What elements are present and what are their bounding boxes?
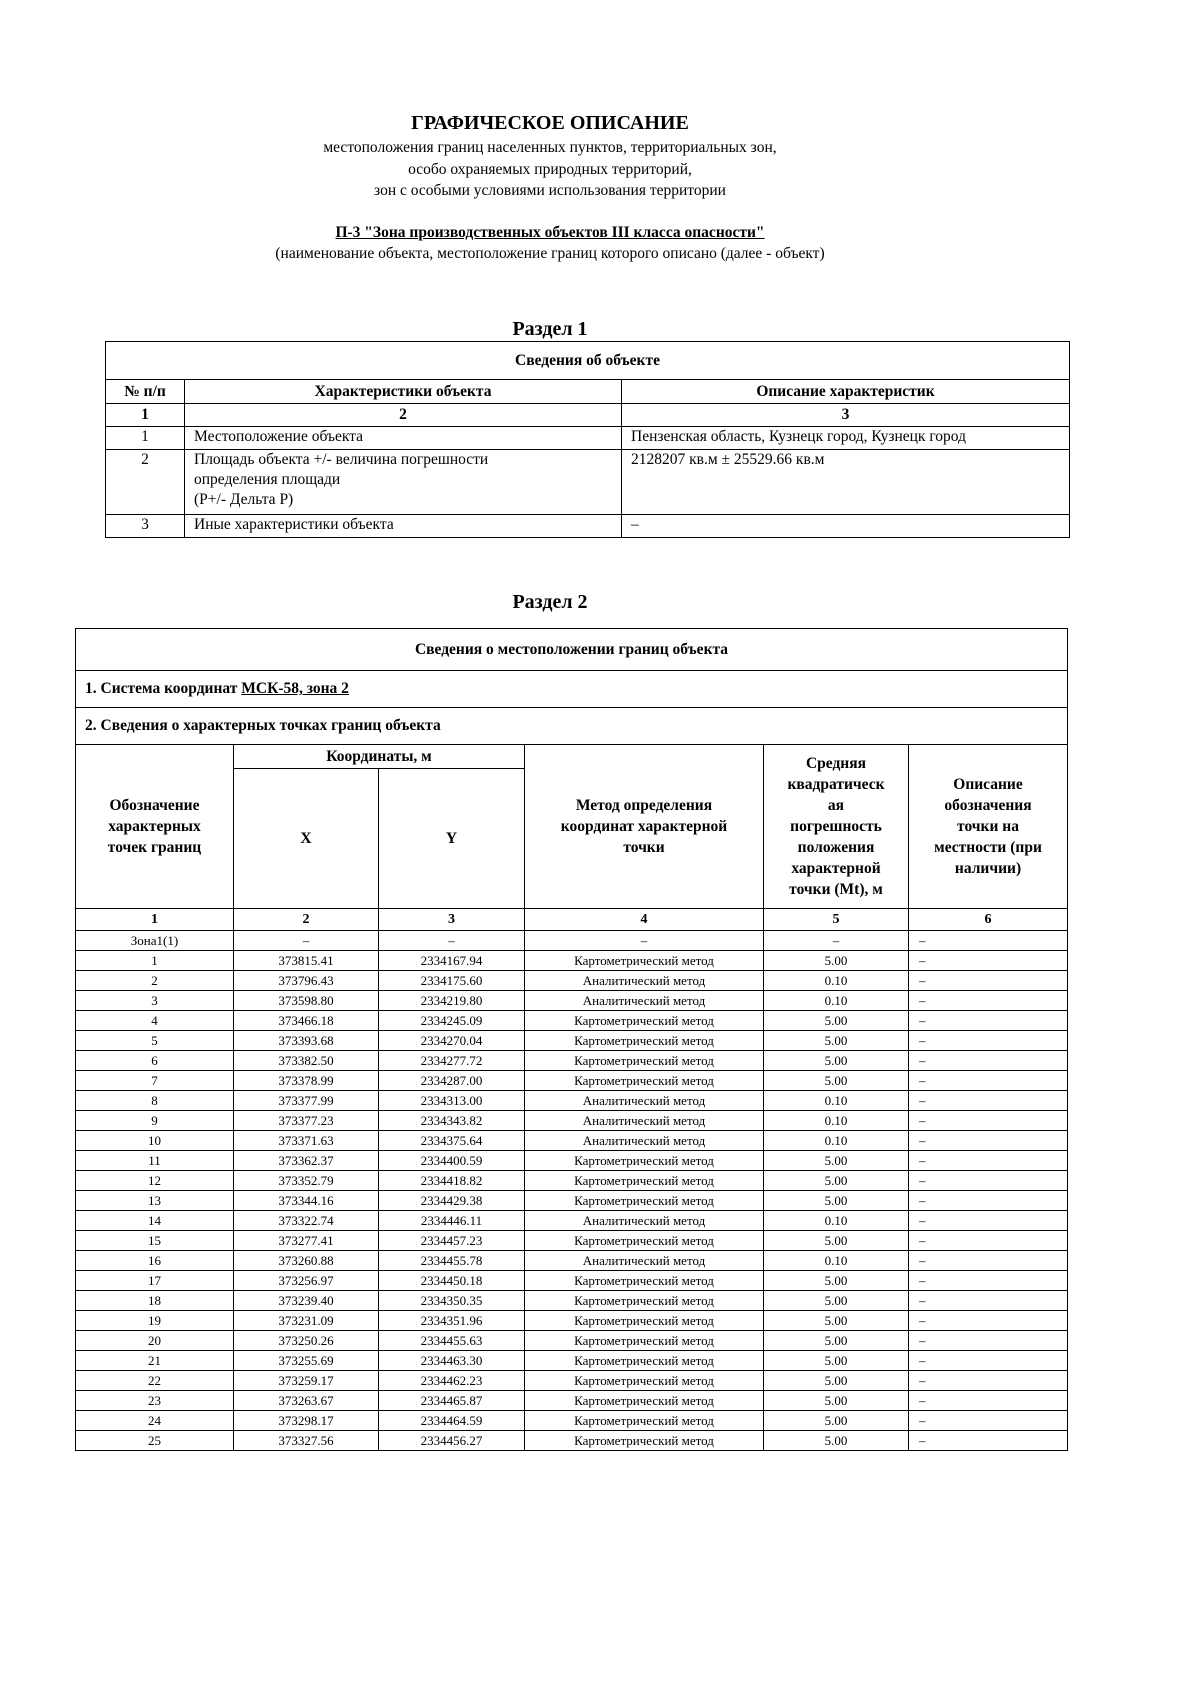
characteristic-cell: [185, 515, 622, 538]
error-cell: 5.00: [764, 1311, 909, 1331]
y-cell: 2334450.18: [379, 1271, 525, 1291]
point-designation: 7: [76, 1071, 234, 1091]
y-cell: 2334270.04: [379, 1031, 525, 1051]
table-row: [76, 1371, 1068, 1391]
method-cell: Картометрический метод: [525, 1391, 764, 1411]
y-cell: 2334464.59: [379, 1411, 525, 1431]
column-number: 3: [379, 909, 525, 931]
error-cell: 5.00: [764, 1331, 909, 1351]
x-cell: 373377.23: [234, 1111, 379, 1131]
y-cell: 2334429.38: [379, 1191, 525, 1211]
object-name: П-3 "Зона производственных объектов III класса опасности": [335, 224, 765, 241]
point-designation: 20: [76, 1331, 234, 1351]
description-cell: –: [909, 1111, 1068, 1131]
point-designation: 22: [76, 1371, 234, 1391]
table-row: [76, 1291, 1068, 1311]
description-cell: –: [909, 1371, 1068, 1391]
point-designation: 11: [76, 1151, 234, 1171]
error-cell: 5.00: [764, 1271, 909, 1291]
x-cell: 373466.18: [234, 1011, 379, 1031]
error-cell: 5.00: [764, 1071, 909, 1091]
table-row: [76, 1411, 1068, 1431]
x-cell: 373796.43: [234, 971, 379, 991]
boundary-table-title: Сведения о местоположении границ объекта: [76, 629, 1068, 671]
method-cell: Картометрический метод: [525, 1351, 764, 1371]
header-line: Метод определения: [575, 797, 713, 814]
table-row: [76, 1351, 1068, 1371]
method-cell: Картометрический метод: [525, 1171, 764, 1191]
y-cell: 2334175.60: [379, 971, 525, 991]
header-line: положения: [797, 839, 875, 856]
x-cell: 373259.17: [234, 1371, 379, 1391]
method-cell: Картометрический метод: [525, 1191, 764, 1211]
description-cell: –: [909, 1331, 1068, 1351]
description-cell: –: [909, 1411, 1068, 1431]
table-row: [76, 1031, 1068, 1051]
error-cell: 5.00: [764, 1291, 909, 1311]
table-row: [76, 1011, 1068, 1031]
error-cell: 5.00: [764, 1391, 909, 1411]
method-cell: Картометрический метод: [525, 1271, 764, 1291]
method-cell: Картометрический метод: [525, 1371, 764, 1391]
x-cell: 373263.67: [234, 1391, 379, 1411]
method-cell: Картометрический метод: [525, 1071, 764, 1091]
characteristic-cell: [185, 427, 622, 450]
x-cell: 373598.80: [234, 991, 379, 1011]
x-cell: 373250.26: [234, 1331, 379, 1351]
header-line: координат характерной: [560, 818, 728, 835]
header-line: Описание: [953, 776, 1023, 793]
method-cell: Картометрический метод: [525, 1151, 764, 1171]
method-cell: Картометрический метод: [525, 1051, 764, 1071]
point-designation: 24: [76, 1411, 234, 1431]
characteristic-line: Местоположение объекта: [194, 428, 364, 445]
header-line: характерных: [108, 818, 201, 835]
column-number: 2: [185, 404, 622, 427]
header-line: характерной: [791, 860, 881, 877]
table-row: [76, 1071, 1068, 1091]
column-header-x: X: [234, 769, 379, 909]
column-number: 6: [909, 909, 1068, 931]
x-cell: 373322.74: [234, 1211, 379, 1231]
description-cell: –: [909, 991, 1068, 1011]
description-cell: –: [909, 1391, 1068, 1411]
column-number: 1: [106, 404, 185, 427]
description-cell: –: [909, 1091, 1068, 1111]
point-designation: 19: [76, 1311, 234, 1331]
error-cell: 0.10: [764, 971, 909, 991]
x-cell: 373327.56: [234, 1431, 379, 1451]
x-cell: 373378.99: [234, 1071, 379, 1091]
description-cell: –: [909, 1211, 1068, 1231]
point-designation: 15: [76, 1231, 234, 1251]
point-designation: 1: [76, 951, 234, 971]
table-row: [76, 1251, 1068, 1271]
error-cell: 5.00: [764, 1151, 909, 1171]
error-cell: 5.00: [764, 1171, 909, 1191]
column-number: 2: [234, 909, 379, 931]
description-cell: Пензенская область, Кузнецк город, Кузнецк город: [622, 427, 1070, 450]
table-row: [76, 1391, 1068, 1411]
document-title: ГРАФИЧЕСКОЕ ОПИСАНИЕ: [411, 112, 689, 134]
y-cell: 2334455.63: [379, 1331, 525, 1351]
x-cell: 373256.97: [234, 1271, 379, 1291]
table-row: [76, 951, 1068, 971]
y-cell: 2334400.59: [379, 1151, 525, 1171]
description-cell: –: [909, 1311, 1068, 1331]
object-name-note: (наименование объекта, местоположение границ которого описано (далее - объект): [275, 245, 825, 262]
table-row: [76, 1151, 1068, 1171]
error-cell: 0.10: [764, 991, 909, 1011]
column-number: 4: [525, 909, 764, 931]
method-cell: –: [525, 931, 764, 951]
method-cell: Картометрический метод: [525, 1331, 764, 1351]
method-cell: Картометрический метод: [525, 1311, 764, 1331]
table-row: [106, 427, 1070, 450]
header-line: Обозначение: [109, 797, 200, 814]
x-cell: 373239.40: [234, 1291, 379, 1311]
method-cell: Аналитический метод: [525, 991, 764, 1011]
characteristic-line: (P+/- Дельта P): [194, 491, 294, 508]
table-row: [76, 971, 1068, 991]
x-cell: 373815.41: [234, 951, 379, 971]
method-cell: Аналитический метод: [525, 971, 764, 991]
table-row: [76, 991, 1068, 1011]
y-cell: 2334465.87: [379, 1391, 525, 1411]
point-designation: 4: [76, 1011, 234, 1031]
zone-designation: Зона1(1): [76, 931, 234, 951]
x-cell: 373352.79: [234, 1171, 379, 1191]
description-cell: 2128207 кв.м ± 25529.66 кв.м: [622, 450, 1070, 515]
description-cell: –: [622, 515, 1070, 538]
column-header-designation: [76, 745, 234, 909]
description-cell: –: [909, 1151, 1068, 1171]
header-line: наличии): [954, 860, 1022, 877]
section1-title: Раздел 1: [512, 318, 588, 340]
error-cell: 5.00: [764, 1431, 909, 1451]
x-cell: 373371.63: [234, 1131, 379, 1151]
characteristic-cell: [185, 450, 622, 515]
y-cell: 2334462.23: [379, 1371, 525, 1391]
description-cell: –: [909, 1031, 1068, 1051]
method-cell: Картометрический метод: [525, 1431, 764, 1451]
object-info-table: [105, 341, 1070, 538]
method-cell: Аналитический метод: [525, 1211, 764, 1231]
description-cell: –: [909, 1011, 1068, 1031]
y-cell: 2334287.00: [379, 1071, 525, 1091]
x-cell: 373393.68: [234, 1031, 379, 1051]
description-cell: –: [909, 951, 1068, 971]
y-cell: 2334219.80: [379, 991, 525, 1011]
error-cell: 5.00: [764, 1011, 909, 1031]
table-row: [76, 1171, 1068, 1191]
description-cell: –: [909, 1171, 1068, 1191]
y-cell: 2334313.00: [379, 1091, 525, 1111]
table-row: [76, 1051, 1068, 1071]
y-cell: 2334418.82: [379, 1171, 525, 1191]
y-cell: 2334375.64: [379, 1131, 525, 1151]
point-designation: 5: [76, 1031, 234, 1051]
method-cell: Картометрический метод: [525, 951, 764, 971]
characteristic-line: определения площади: [194, 471, 341, 488]
y-cell: 2334277.72: [379, 1051, 525, 1071]
description-cell: –: [909, 971, 1068, 991]
boundary-points-table: [75, 628, 1068, 1451]
point-designation: 23: [76, 1391, 234, 1411]
table-row: [76, 1091, 1068, 1111]
point-designation: 10: [76, 1131, 234, 1151]
column-header-number: № п/п: [106, 380, 185, 404]
error-cell: 0.10: [764, 1131, 909, 1151]
x-cell: 373344.16: [234, 1191, 379, 1211]
y-cell: 2334350.35: [379, 1291, 525, 1311]
header-line: обозначения: [944, 797, 1032, 814]
error-cell: 5.00: [764, 1031, 909, 1051]
point-designation: 9: [76, 1111, 234, 1131]
method-cell: Картометрический метод: [525, 1011, 764, 1031]
y-cell: 2334167.94: [379, 951, 525, 971]
description-cell: –: [909, 1191, 1068, 1211]
description-cell: –: [909, 1131, 1068, 1151]
table-row: [76, 1231, 1068, 1251]
point-designation: 8: [76, 1091, 234, 1111]
subtitle-line: местоположения границ населенных пунктов, территориальных зон,: [323, 139, 777, 156]
row-number: 1: [106, 427, 185, 450]
y-cell: 2334456.27: [379, 1431, 525, 1451]
error-cell: 5.00: [764, 1231, 909, 1251]
column-header-method: [525, 745, 764, 909]
table-row: [106, 450, 1070, 515]
description-cell: –: [909, 1231, 1068, 1251]
point-designation: 2: [76, 971, 234, 991]
header-line: точки: [623, 839, 665, 856]
header-line: Средняя: [805, 755, 867, 772]
header-line: погрешность: [790, 818, 882, 835]
document-subtitle: [0, 137, 1100, 202]
column-header-y: Y: [379, 769, 525, 909]
y-cell: 2334457.23: [379, 1231, 525, 1251]
table-row: [106, 515, 1070, 538]
point-designation: 17: [76, 1271, 234, 1291]
description-cell: –: [909, 1431, 1068, 1451]
point-designation: 16: [76, 1251, 234, 1271]
method-cell: Аналитический метод: [525, 1111, 764, 1131]
error-cell: 0.10: [764, 1111, 909, 1131]
coordinate-system-value: МСК-58, зона 2: [241, 680, 349, 697]
section2-title: Раздел 2: [512, 591, 588, 613]
subtitle-line: зон с особыми условиями использования территории: [374, 182, 726, 199]
row-number: 3: [106, 515, 185, 538]
column-header-mean-error: [764, 745, 909, 909]
method-cell: Аналитический метод: [525, 1091, 764, 1111]
error-cell: 5.00: [764, 1191, 909, 1211]
table-row: [76, 1211, 1068, 1231]
method-cell: Картометрический метод: [525, 1231, 764, 1251]
header-line: местности (при: [934, 839, 1042, 856]
error-cell: 5.00: [764, 1051, 909, 1071]
error-cell: 5.00: [764, 1351, 909, 1371]
column-number: 1: [76, 909, 234, 931]
header-line: точек границ: [107, 839, 202, 856]
table-row: [76, 1431, 1068, 1451]
error-cell: 0.10: [764, 1091, 909, 1111]
error-cell: 5.00: [764, 951, 909, 971]
column-header-description: Описание характеристик: [622, 380, 1070, 404]
error-cell: 0.10: [764, 1211, 909, 1231]
table-row: [76, 1191, 1068, 1211]
error-cell: 5.00: [764, 1371, 909, 1391]
description-cell: –: [909, 1291, 1068, 1311]
y-cell: 2334446.11: [379, 1211, 525, 1231]
y-cell: –: [379, 931, 525, 951]
point-designation: 25: [76, 1431, 234, 1451]
column-header-characteristic: Характеристики объекта: [185, 380, 622, 404]
point-designation: 18: [76, 1291, 234, 1311]
error-cell: 5.00: [764, 1411, 909, 1431]
coordinate-system-row: [76, 671, 1068, 708]
x-cell: 373298.17: [234, 1411, 379, 1431]
description-cell: –: [909, 1071, 1068, 1091]
x-cell: 373260.88: [234, 1251, 379, 1271]
coordinate-system-label: 1. Система координат: [85, 680, 242, 697]
point-designation: 12: [76, 1171, 234, 1191]
table-row: [76, 1271, 1068, 1291]
x-cell: 373382.50: [234, 1051, 379, 1071]
table-row: [76, 1331, 1068, 1351]
point-designation: 13: [76, 1191, 234, 1211]
x-cell: 373362.37: [234, 1151, 379, 1171]
zone-row: [76, 931, 1068, 951]
error-cell: 0.10: [764, 1251, 909, 1271]
points-section-title: 2. Сведения о характерных точках границ объекта: [76, 708, 1068, 745]
description-cell: –: [909, 1051, 1068, 1071]
x-cell: 373255.69: [234, 1351, 379, 1371]
method-cell: Картометрический метод: [525, 1411, 764, 1431]
error-cell: –: [764, 931, 909, 951]
description-cell: –: [909, 931, 1068, 951]
table-row: [76, 1311, 1068, 1331]
column-number: 5: [764, 909, 909, 931]
table-row: [76, 1111, 1068, 1131]
points-table-body: [76, 931, 1068, 1451]
x-cell: 373277.41: [234, 1231, 379, 1251]
column-header-coordinates: Координаты, м: [234, 745, 525, 769]
x-cell: 373231.09: [234, 1311, 379, 1331]
method-cell: Картометрический метод: [525, 1031, 764, 1051]
method-cell: Картометрический метод: [525, 1291, 764, 1311]
header-line: точки (Mt), м: [789, 881, 883, 898]
characteristic-line: Иные характеристики объекта: [194, 516, 394, 533]
point-designation: 14: [76, 1211, 234, 1231]
column-header-point-description: [909, 745, 1068, 909]
method-cell: Аналитический метод: [525, 1251, 764, 1271]
header-line: точки на: [957, 818, 1019, 835]
y-cell: 2334343.82: [379, 1111, 525, 1131]
header-line: ая: [827, 797, 845, 814]
column-number: 3: [622, 404, 1070, 427]
row-number: 2: [106, 450, 185, 515]
characteristic-line: Площадь объекта +/- величина погрешности: [194, 451, 489, 468]
point-designation: 6: [76, 1051, 234, 1071]
y-cell: 2334245.09: [379, 1011, 525, 1031]
table-row: [76, 1131, 1068, 1151]
subtitle-line: особо охраняемых природных территорий,: [408, 160, 692, 178]
y-cell: 2334463.30: [379, 1351, 525, 1371]
object-info-table-title: Сведения об объекте: [106, 342, 1070, 380]
x-cell: –: [234, 931, 379, 951]
method-cell: Аналитический метод: [525, 1131, 764, 1151]
point-designation: 3: [76, 991, 234, 1011]
x-cell: 373377.99: [234, 1091, 379, 1111]
y-cell: 2334455.78: [379, 1251, 525, 1271]
point-designation: 21: [76, 1351, 234, 1371]
header-line: квадратическ: [787, 776, 885, 793]
description-cell: –: [909, 1351, 1068, 1371]
y-cell: 2334351.96: [379, 1311, 525, 1331]
description-cell: –: [909, 1251, 1068, 1271]
description-cell: –: [909, 1271, 1068, 1291]
